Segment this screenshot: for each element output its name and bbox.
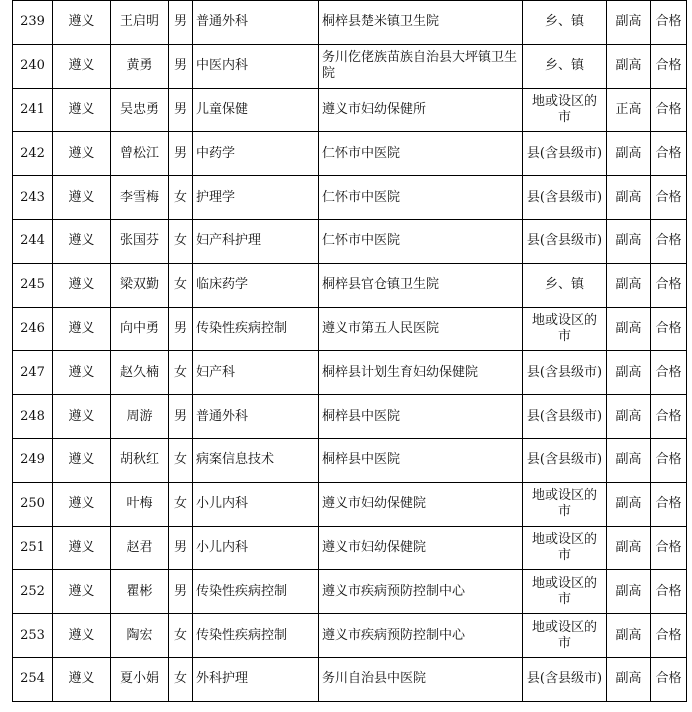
specialty-cell: 小儿内科 xyxy=(193,526,319,570)
name-cell: 梁双勤 xyxy=(111,263,169,307)
serial-number-cell: 252 xyxy=(13,570,53,614)
title-level-cell: 副高 xyxy=(607,614,651,658)
unit-level-cell: 乡、镇 xyxy=(523,44,607,88)
workplace-cell: 务川自治县中医院 xyxy=(319,657,523,701)
serial-number-cell: 247 xyxy=(13,351,53,395)
unit-level-cell: 地或设区的市 xyxy=(523,526,607,570)
specialty-cell: 中医内科 xyxy=(193,44,319,88)
table-body xyxy=(13,1,687,702)
specialty-cell: 临床药学 xyxy=(193,263,319,307)
workplace-cell: 遵义市妇幼保健院 xyxy=(319,526,523,570)
sex-cell: 男 xyxy=(169,395,193,439)
table-row xyxy=(13,526,687,570)
serial-number-cell: 253 xyxy=(13,614,53,658)
specialty-cell: 妇产科 xyxy=(193,351,319,395)
serial-number-cell: 254 xyxy=(13,657,53,701)
serial-number-cell: 246 xyxy=(13,307,53,351)
city-cell: 遵义 xyxy=(53,351,111,395)
name-cell: 黄勇 xyxy=(111,44,169,88)
result-cell: 合格 xyxy=(651,438,687,482)
city-cell: 遵义 xyxy=(53,657,111,701)
city-cell: 遵义 xyxy=(53,263,111,307)
serial-number-cell: 242 xyxy=(13,132,53,176)
sex-cell: 男 xyxy=(169,526,193,570)
title-level-cell: 副高 xyxy=(607,657,651,701)
serial-number-cell: 241 xyxy=(13,88,53,132)
serial-number-cell: 240 xyxy=(13,44,53,88)
specialty-cell: 普通外科 xyxy=(193,1,319,45)
sex-cell: 女 xyxy=(169,657,193,701)
city-cell: 遵义 xyxy=(53,438,111,482)
result-cell: 合格 xyxy=(651,526,687,570)
sex-cell: 男 xyxy=(169,1,193,45)
city-cell: 遵义 xyxy=(53,176,111,220)
result-cell: 合格 xyxy=(651,351,687,395)
city-cell: 遵义 xyxy=(53,44,111,88)
city-cell: 遵义 xyxy=(53,1,111,45)
city-cell: 遵义 xyxy=(53,307,111,351)
results-table xyxy=(12,0,687,702)
city-cell: 遵义 xyxy=(53,570,111,614)
workplace-cell: 遵义市妇幼保健院 xyxy=(319,482,523,526)
unit-level-cell: 县(含县级市) xyxy=(523,395,607,439)
city-cell: 遵义 xyxy=(53,526,111,570)
unit-level-cell: 县(含县级市) xyxy=(523,132,607,176)
serial-number-cell: 250 xyxy=(13,482,53,526)
table-row xyxy=(13,482,687,526)
city-cell: 遵义 xyxy=(53,395,111,439)
sex-cell: 男 xyxy=(169,88,193,132)
specialty-cell: 传染性疾病控制 xyxy=(193,307,319,351)
result-cell: 合格 xyxy=(651,88,687,132)
result-cell: 合格 xyxy=(651,307,687,351)
table-row xyxy=(13,88,687,132)
specialty-cell: 小儿内科 xyxy=(193,482,319,526)
name-cell: 张国芬 xyxy=(111,219,169,263)
workplace-cell: 桐梓县楚米镇卫生院 xyxy=(319,1,523,45)
name-cell: 胡秋红 xyxy=(111,438,169,482)
table-row xyxy=(13,1,687,45)
name-cell: 向中勇 xyxy=(111,307,169,351)
specialty-cell: 护理学 xyxy=(193,176,319,220)
title-level-cell: 副高 xyxy=(607,482,651,526)
unit-level-cell: 地或设区的市 xyxy=(523,570,607,614)
title-level-cell: 副高 xyxy=(607,263,651,307)
specialty-cell: 中药学 xyxy=(193,132,319,176)
workplace-cell: 桐梓县计划生育妇幼保健院 xyxy=(319,351,523,395)
workplace-cell: 桐梓县中医院 xyxy=(319,438,523,482)
workplace-cell: 务川仡佬族苗族自治县大坪镇卫生院 xyxy=(319,44,523,88)
unit-level-cell: 县(含县级市) xyxy=(523,351,607,395)
workplace-cell: 仁怀市中医院 xyxy=(319,219,523,263)
unit-level-cell: 地或设区的市 xyxy=(523,307,607,351)
city-cell: 遵义 xyxy=(53,482,111,526)
sex-cell: 男 xyxy=(169,570,193,614)
workplace-cell: 桐梓县官仓镇卫生院 xyxy=(319,263,523,307)
title-level-cell: 副高 xyxy=(607,176,651,220)
unit-level-cell: 县(含县级市) xyxy=(523,438,607,482)
table-row xyxy=(13,263,687,307)
title-level-cell: 副高 xyxy=(607,351,651,395)
title-level-cell: 正高 xyxy=(607,88,651,132)
sex-cell: 女 xyxy=(169,614,193,658)
table-row xyxy=(13,132,687,176)
title-level-cell: 副高 xyxy=(607,1,651,45)
name-cell: 李雪梅 xyxy=(111,176,169,220)
sex-cell: 女 xyxy=(169,482,193,526)
result-cell: 合格 xyxy=(651,132,687,176)
serial-number-cell: 251 xyxy=(13,526,53,570)
result-cell: 合格 xyxy=(651,395,687,439)
name-cell: 夏小娟 xyxy=(111,657,169,701)
sex-cell: 男 xyxy=(169,44,193,88)
result-cell: 合格 xyxy=(651,657,687,701)
name-cell: 陶宏 xyxy=(111,614,169,658)
specialty-cell: 外科护理 xyxy=(193,657,319,701)
name-cell: 王启明 xyxy=(111,1,169,45)
unit-level-cell: 地或设区的市 xyxy=(523,482,607,526)
table-row xyxy=(13,570,687,614)
unit-level-cell: 地或设区的市 xyxy=(523,614,607,658)
sex-cell: 女 xyxy=(169,438,193,482)
unit-level-cell: 地或设区的市 xyxy=(523,88,607,132)
serial-number-cell: 245 xyxy=(13,263,53,307)
workplace-cell: 遵义市疾病预防控制中心 xyxy=(319,614,523,658)
table-row xyxy=(13,395,687,439)
result-cell: 合格 xyxy=(651,570,687,614)
unit-level-cell: 县(含县级市) xyxy=(523,176,607,220)
title-level-cell: 副高 xyxy=(607,132,651,176)
unit-level-cell: 乡、镇 xyxy=(523,1,607,45)
serial-number-cell: 243 xyxy=(13,176,53,220)
title-level-cell: 副高 xyxy=(607,526,651,570)
sex-cell: 女 xyxy=(169,219,193,263)
title-level-cell: 副高 xyxy=(607,219,651,263)
table-row xyxy=(13,657,687,701)
name-cell: 周游 xyxy=(111,395,169,439)
unit-level-cell: 县(含县级市) xyxy=(523,657,607,701)
specialty-cell: 传染性疾病控制 xyxy=(193,614,319,658)
table-row xyxy=(13,438,687,482)
table-row xyxy=(13,307,687,351)
table-row xyxy=(13,614,687,658)
table-row xyxy=(13,219,687,263)
result-cell: 合格 xyxy=(651,44,687,88)
name-cell: 叶梅 xyxy=(111,482,169,526)
unit-level-cell: 县(含县级市) xyxy=(523,219,607,263)
specialty-cell: 儿童保健 xyxy=(193,88,319,132)
workplace-cell: 桐梓县中医院 xyxy=(319,395,523,439)
workplace-cell: 遵义市第五人民医院 xyxy=(319,307,523,351)
specialty-cell: 普通外科 xyxy=(193,395,319,439)
sex-cell: 男 xyxy=(169,132,193,176)
title-level-cell: 副高 xyxy=(607,570,651,614)
serial-number-cell: 239 xyxy=(13,1,53,45)
specialty-cell: 妇产科护理 xyxy=(193,219,319,263)
sex-cell: 女 xyxy=(169,176,193,220)
title-level-cell: 副高 xyxy=(607,395,651,439)
result-cell: 合格 xyxy=(651,482,687,526)
result-cell: 合格 xyxy=(651,176,687,220)
city-cell: 遵义 xyxy=(53,132,111,176)
serial-number-cell: 248 xyxy=(13,395,53,439)
specialty-cell: 病案信息技术 xyxy=(193,438,319,482)
title-level-cell: 副高 xyxy=(607,438,651,482)
serial-number-cell: 244 xyxy=(13,219,53,263)
name-cell: 曾松江 xyxy=(111,132,169,176)
name-cell: 瞿彬 xyxy=(111,570,169,614)
sex-cell: 女 xyxy=(169,351,193,395)
table-row xyxy=(13,176,687,220)
name-cell: 吴忠勇 xyxy=(111,88,169,132)
city-cell: 遵义 xyxy=(53,88,111,132)
workplace-cell: 仁怀市中医院 xyxy=(319,132,523,176)
workplace-cell: 遵义市疾病预防控制中心 xyxy=(319,570,523,614)
name-cell: 赵君 xyxy=(111,526,169,570)
table-row xyxy=(13,44,687,88)
specialty-cell: 传染性疾病控制 xyxy=(193,570,319,614)
serial-number-cell: 249 xyxy=(13,438,53,482)
result-cell: 合格 xyxy=(651,219,687,263)
result-cell: 合格 xyxy=(651,614,687,658)
name-cell: 赵久楠 xyxy=(111,351,169,395)
title-level-cell: 副高 xyxy=(607,307,651,351)
sex-cell: 女 xyxy=(169,263,193,307)
workplace-cell: 仁怀市中医院 xyxy=(319,176,523,220)
result-cell: 合格 xyxy=(651,263,687,307)
table-row xyxy=(13,351,687,395)
city-cell: 遵义 xyxy=(53,614,111,658)
sex-cell: 男 xyxy=(169,307,193,351)
unit-level-cell: 乡、镇 xyxy=(523,263,607,307)
title-level-cell: 副高 xyxy=(607,44,651,88)
workplace-cell: 遵义市妇幼保健所 xyxy=(319,88,523,132)
city-cell: 遵义 xyxy=(53,219,111,263)
result-cell: 合格 xyxy=(651,1,687,45)
